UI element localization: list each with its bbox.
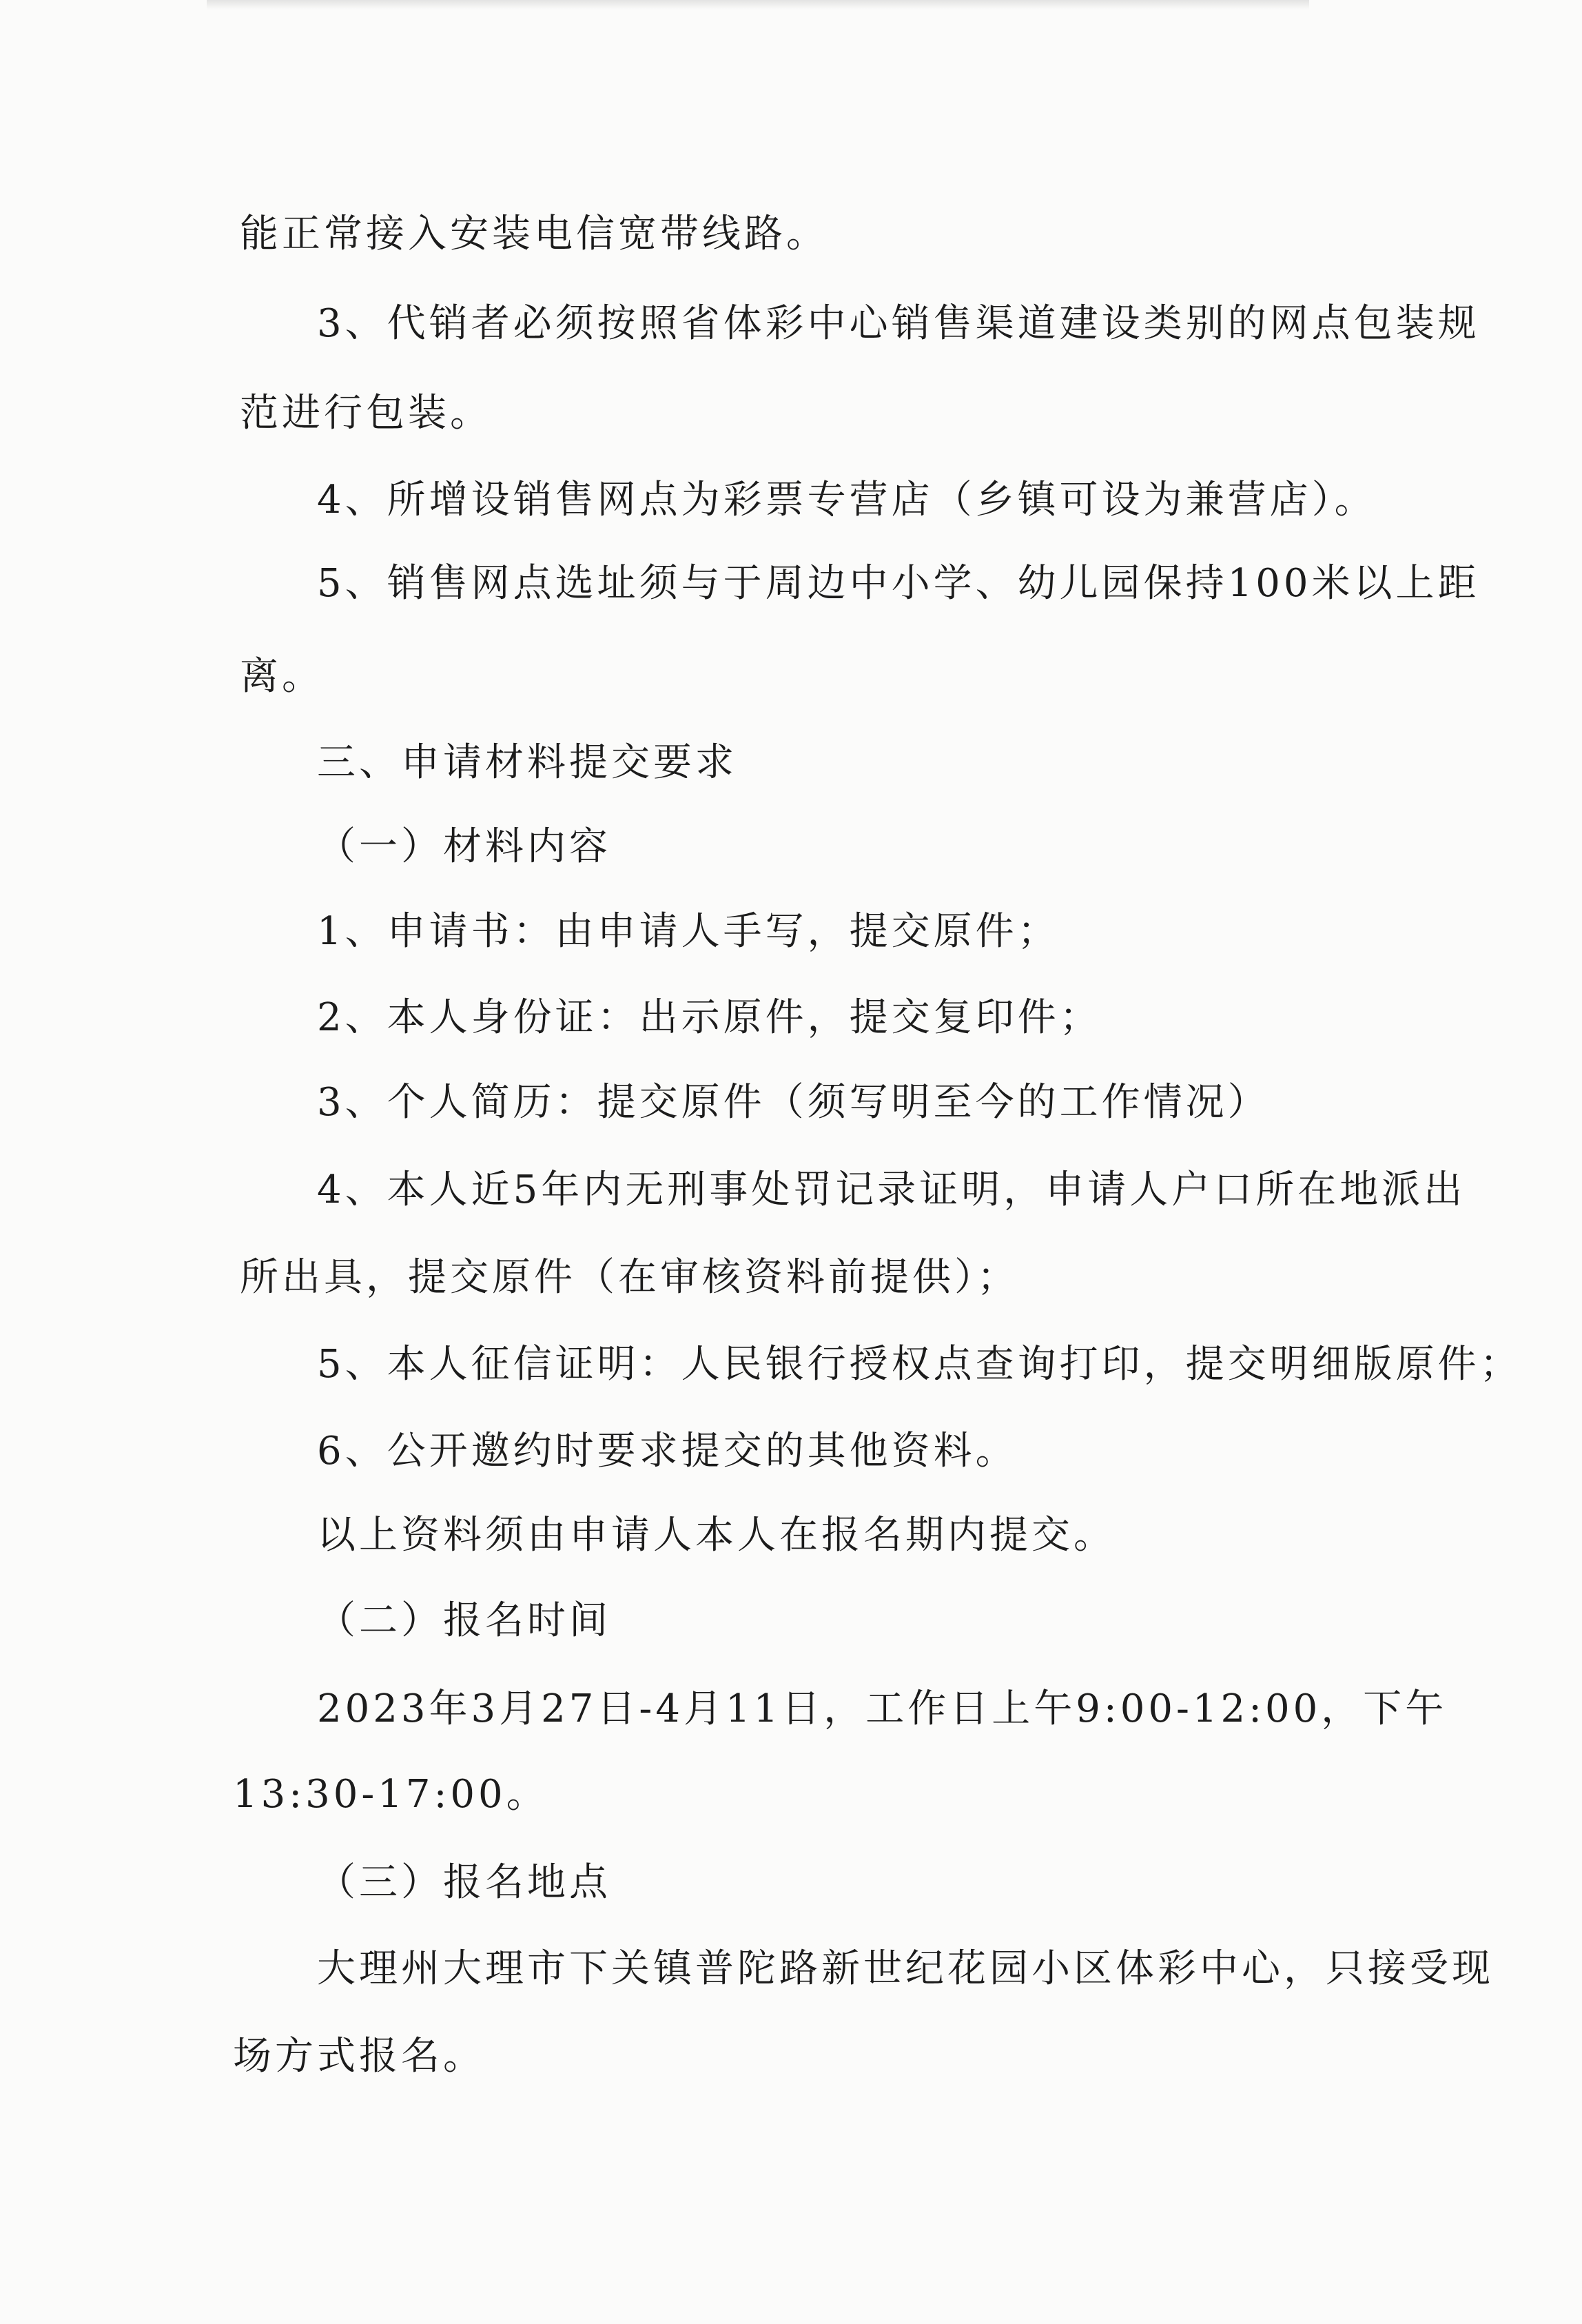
section-heading-3: 三、申请材料提交要求 <box>317 740 737 785</box>
text-line-16: 以上资料须由申请人本人在报名期内提交。 <box>317 1513 1116 1558</box>
text-line-19: 13:30-17:00。 <box>233 1772 548 1817</box>
text-line-2: 3、代销者必须按照省体彩中心销售渠道建设类别的网点包装规 <box>317 301 1480 346</box>
text-line-18: 2023年3月27日-4月11日，工作日上午9:00-12:00，下午 <box>317 1686 1448 1731</box>
text-line-3: 范进行包装。 <box>240 391 492 436</box>
text-line-6: 离。 <box>240 654 324 699</box>
subsection-heading-1: （一）材料内容 <box>317 824 611 869</box>
text-line-21: 大理州大理市下关镇普陀路新世纪花园小区体彩中心，只接受现 <box>317 1946 1494 1991</box>
subsection-heading-3: （三）报名地点 <box>317 1860 611 1905</box>
text-line-4: 4、所增设销售网点为彩票专营店（乡镇可设为兼营店）。 <box>317 478 1377 522</box>
text-line-9: 1、申请书：由申请人手写，提交原件； <box>317 909 1060 954</box>
text-line-5: 5、销售网点选址须与于周边中小学、幼儿园保持100米以上距 <box>317 561 1480 606</box>
text-line-10: 2、本人身份证：出示原件，提交复印件； <box>317 995 1102 1040</box>
text-line-15: 6、公开邀约时要求提交的其他资料。 <box>317 1429 1018 1474</box>
text-line-14: 5、本人征信证明：人民银行授权点查询打印，提交明细版原件； <box>317 1342 1522 1387</box>
text-line-22: 场方式报名。 <box>233 2034 485 2079</box>
text-line-11: 3、个人简历：提交原件（须写明至今的工作情况） <box>317 1080 1270 1125</box>
scan-edge-shadow <box>207 0 1309 10</box>
subsection-heading-2: （二）报名时间 <box>317 1598 611 1643</box>
text-line-12: 4、本人近5年内无刑事处罚记录证明，申请人户口所在地派出 <box>317 1168 1466 1212</box>
text-line-1: 能正常接入安装电信宽带线路。 <box>240 212 828 256</box>
text-line-13: 所出具，提交原件（在审核资料前提供）； <box>240 1255 1019 1300</box>
